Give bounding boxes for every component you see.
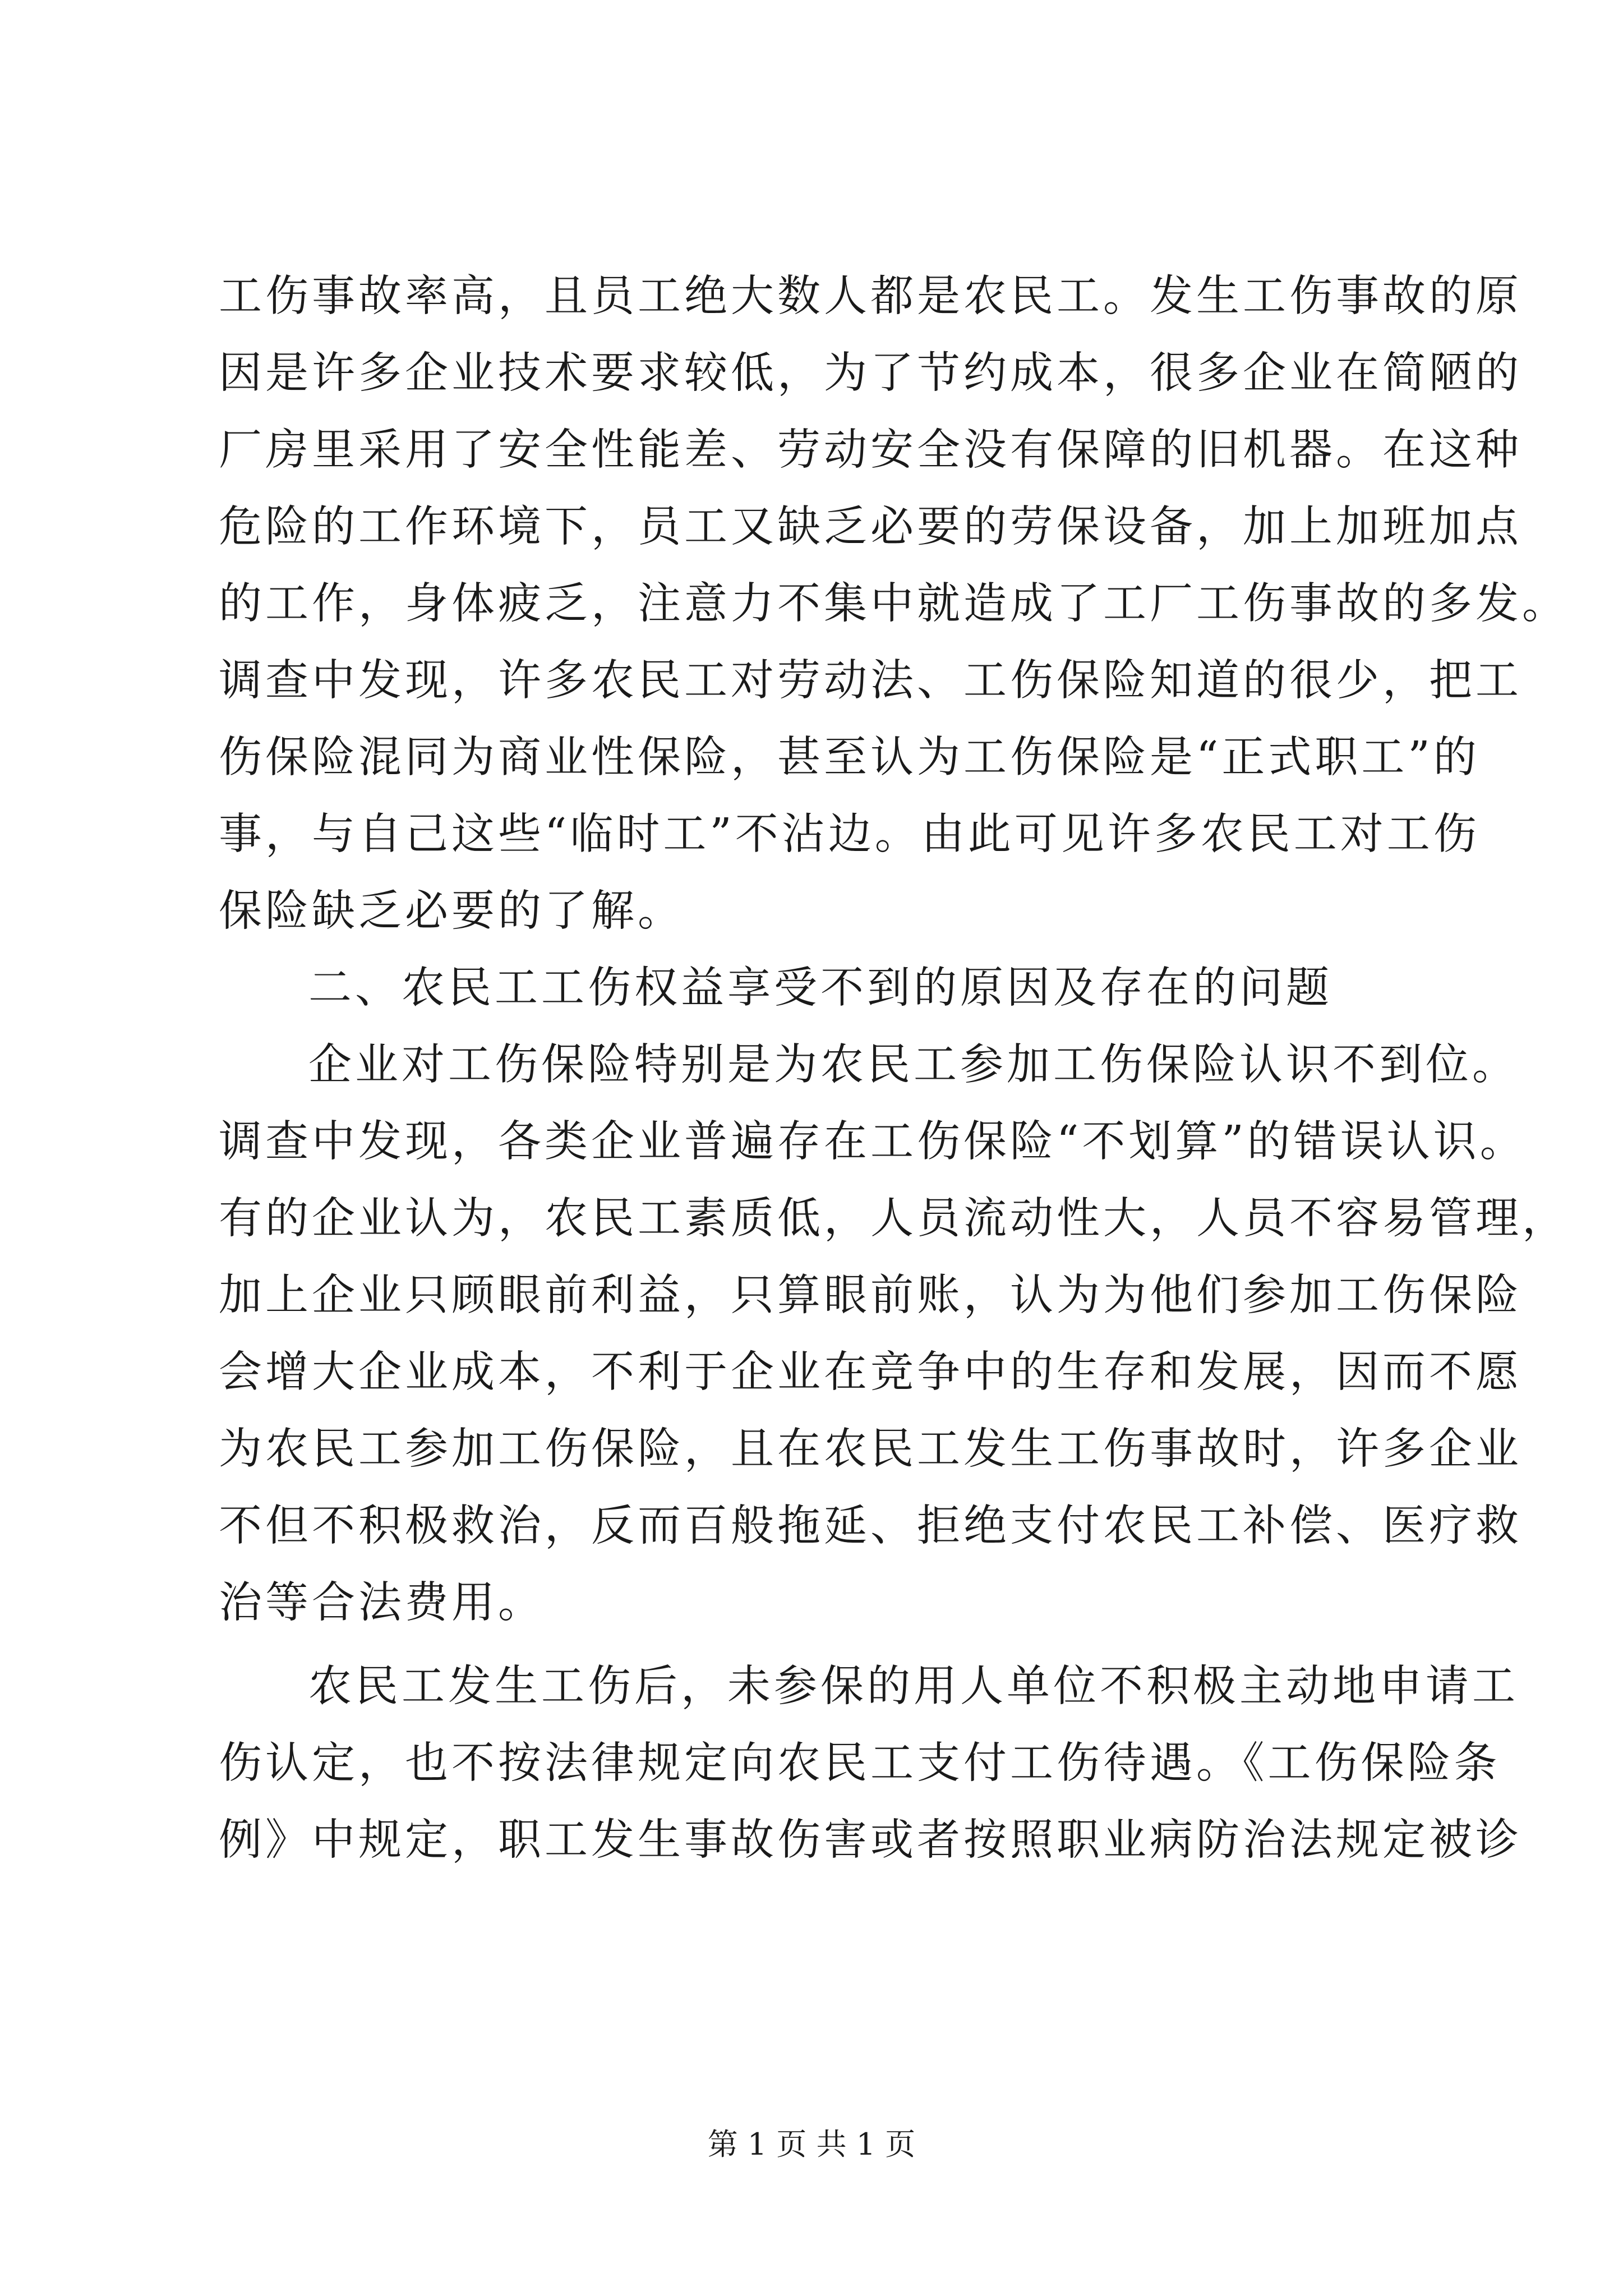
text-line: 因是许多企业技术要求较低，为了节约成本，很多企业在简陋的: [219, 348, 1522, 398]
text-line: 伤保险混同为商业性保险，甚至认为工伤保险是“正式职工”的: [219, 733, 1480, 783]
text-line: 调查中发现，各类企业普遍存在工伤保险“不划算”的错误认识。: [219, 1117, 1527, 1167]
text-line: 农民工发生工伤后，未参保的用人单位不积极主动地申请工: [308, 1662, 1519, 1711]
page-footer: 第 1 页 共 1 页: [707, 2127, 916, 2162]
text-line: 企业对工伤保险特别是为农民工参加工伤保险认识不到位。: [308, 1040, 1519, 1090]
text-line: 保险缺乏必要的了解。: [219, 886, 684, 936]
text-line: 治等合法费用。: [219, 1578, 545, 1628]
text-line: 事，与自己这些“临时工”不沾边。由此可见许多农民工对工伤: [219, 809, 1480, 859]
text-line: 例》中规定，职工发生事故伤害或者按照职业病防治法规定被诊: [219, 1815, 1522, 1865]
text-line: 危险的工作环境下，员工又缺乏必要的劳保设备，加上加班加点: [219, 502, 1522, 552]
section-heading: 二、农民工工伤权益享受不到的原因及存在的问题: [308, 963, 1332, 1013]
paragraph-gap: [219, 1641, 1424, 1648]
text-line: 伤认定，也不按法律规定向农民工支付工伤待遇。《工伤保险条: [219, 1738, 1501, 1788]
text-line: 厂房里采用了安全性能差、劳动安全没有保障的旧机器。在这种: [219, 425, 1522, 475]
text-line: 会增大企业成本，不利于企业在竞争中的生存和发展，因而不愿: [219, 1347, 1522, 1397]
text-line: 有的企业认为，农民工素质低，人员流动性大，人员不容易管理，: [219, 1194, 1569, 1244]
text-line: 不但不积极救治，反而百般拖延、拒绝支付农民工补偿、医疗救: [219, 1501, 1522, 1551]
text-line: 工伤事故率高，且员工绝大数人都是农民工。发生工伤事故的原: [219, 272, 1522, 321]
text-line: 的工作，身体疲乏，注意力不集中就造成了工厂工伤事故的多发。: [219, 579, 1569, 629]
document-body: [219, 258, 1569, 1879]
text-line: 调查中发现，许多农民工对劳动法、工伤保险知道的很少，把工: [219, 656, 1522, 706]
text-line: 加上企业只顾眼前利益，只算眼前账，认为为他们参加工伤保险: [219, 1271, 1522, 1320]
text-line: 为农民工参加工伤保险，且在农民工发生工伤事故时，许多企业: [219, 1424, 1522, 1474]
